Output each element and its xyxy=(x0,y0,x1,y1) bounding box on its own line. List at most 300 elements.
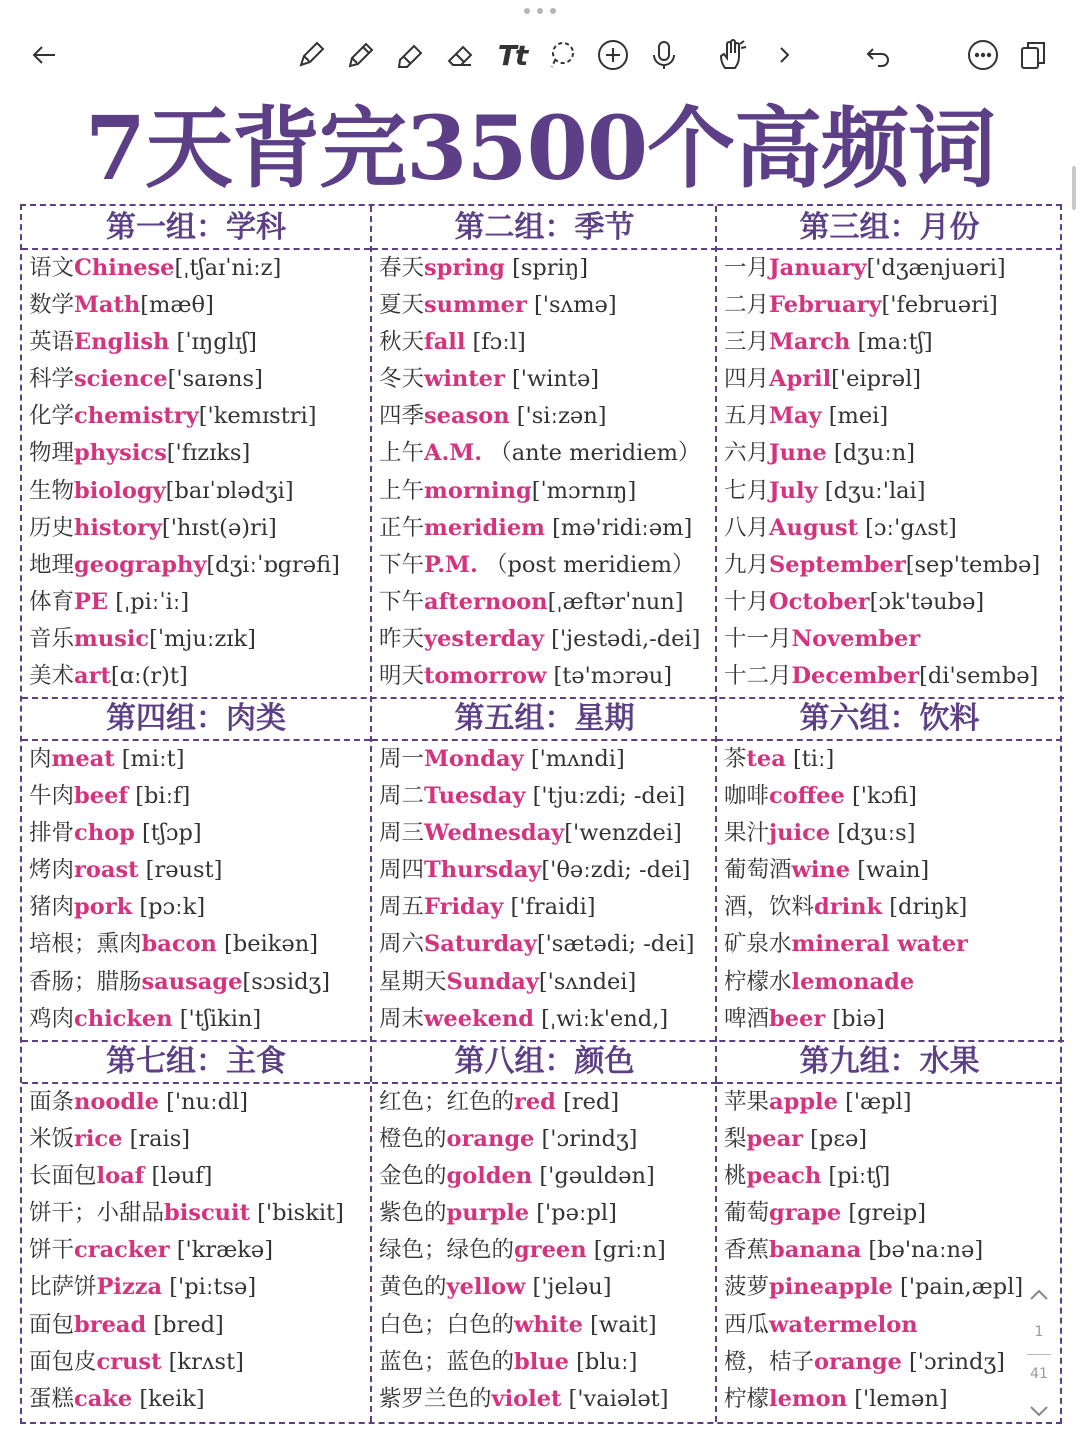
back-arrow-icon[interactable] xyxy=(22,30,66,80)
phonetic: [beikən] xyxy=(216,931,318,958)
vocab-row xyxy=(717,287,1062,324)
more-icon[interactable] xyxy=(961,30,1005,80)
vocab-section xyxy=(22,1040,370,1418)
vocab-row xyxy=(22,1307,370,1344)
chinese-meaning: 音乐 xyxy=(29,625,75,652)
english-word: Thursday xyxy=(424,857,542,884)
phonetic: [mei] xyxy=(821,403,889,430)
microphone-icon[interactable] xyxy=(642,30,686,80)
chinese-meaning: 历史 xyxy=(29,514,75,541)
phonetic: ['vaiələt] xyxy=(561,1385,669,1412)
vocab-row xyxy=(372,778,717,815)
english-word: geography xyxy=(74,551,207,578)
vocab-row xyxy=(717,1001,1062,1038)
current-page: 1 xyxy=(1034,1324,1044,1340)
chinese-meaning: 排骨 xyxy=(29,820,75,847)
pencil-icon[interactable] xyxy=(338,30,382,80)
vocab-row xyxy=(22,852,370,889)
vocab-row xyxy=(717,547,1062,584)
highlighter-icon[interactable] xyxy=(388,30,432,80)
english-word: beer xyxy=(769,1005,826,1032)
vocab-row xyxy=(22,1344,370,1381)
chevron-down-icon[interactable] xyxy=(1018,1396,1060,1426)
chinese-meaning: 明天 xyxy=(379,663,425,690)
vocab-row xyxy=(22,287,370,324)
chinese-meaning: 周二 xyxy=(379,783,425,810)
phonetic: ['fɪzɪks] xyxy=(166,440,251,467)
total-pages: 41 xyxy=(1030,1366,1048,1382)
chinese-meaning: 生物 xyxy=(29,477,75,504)
vocab-section xyxy=(372,697,717,1038)
chinese-meaning: 地理 xyxy=(29,551,75,578)
vocab-row xyxy=(372,1232,717,1269)
chinese-meaning: 周一 xyxy=(379,746,425,772)
english-word: physics xyxy=(74,440,167,467)
drag-handle[interactable] xyxy=(524,8,556,18)
phonetic: ['jestədi,-dei] xyxy=(544,625,701,652)
english-word: winter xyxy=(424,366,505,393)
chinese-meaning: 上午 xyxy=(379,477,425,504)
vocab-row xyxy=(372,1158,717,1195)
phonetic: [bluː] xyxy=(568,1348,638,1375)
chinese-meaning: 柠檬水 xyxy=(724,968,792,995)
phonetic: ['ɔrindʒ] xyxy=(534,1126,638,1153)
english-word: Chinese xyxy=(74,255,175,281)
english-word: beef xyxy=(74,783,129,810)
phonetic: [driŋk] xyxy=(882,894,968,921)
phonetic: [ˌtʃaɪˈniːz] xyxy=(174,255,282,281)
english-word: morning xyxy=(424,477,532,504)
english-word: science xyxy=(74,366,168,393)
chinese-meaning: 香肠；腊肠 xyxy=(29,968,142,995)
vocab-row xyxy=(22,778,370,815)
section-title: 第九组：水果 xyxy=(717,1040,1062,1084)
phonetic: [pɛə] xyxy=(803,1126,868,1153)
english-word: fall xyxy=(424,329,466,356)
vocab-row xyxy=(372,889,717,926)
chinese-meaning: 周五 xyxy=(379,894,425,921)
chinese-meaning: 葡萄酒 xyxy=(724,857,792,884)
english-word: watermelon xyxy=(769,1311,918,1338)
phonetic: ['jeləu] xyxy=(525,1274,612,1301)
english-word: rice xyxy=(74,1126,123,1153)
vocab-row xyxy=(22,250,370,287)
vocab-row xyxy=(372,741,717,778)
vocab-row xyxy=(22,1232,370,1269)
chinese-meaning: 秋天 xyxy=(379,329,425,356)
phonetic: [greip] xyxy=(841,1200,927,1227)
vocab-section xyxy=(372,1040,717,1418)
chinese-meaning: 面包皮 xyxy=(29,1348,97,1375)
phonetic: ['nuːdl] xyxy=(158,1089,249,1115)
vocab-row xyxy=(372,473,717,510)
phonetic: [di'sembə] xyxy=(919,663,1039,690)
english-word: violet xyxy=(491,1385,562,1412)
vocab-row xyxy=(372,435,717,472)
chinese-meaning: 二月 xyxy=(724,292,770,319)
vocab-row xyxy=(717,889,1062,926)
vocab-row xyxy=(717,1232,1062,1269)
phonetic: [tə'mɔrəu] xyxy=(546,663,673,690)
chinese-meaning: 四月 xyxy=(724,366,770,393)
english-word: blue xyxy=(514,1348,569,1375)
undo-icon[interactable] xyxy=(856,30,900,80)
english-word: meat xyxy=(51,746,115,772)
vocab-row xyxy=(717,1307,1062,1344)
hand-gesture-icon[interactable] xyxy=(710,30,754,80)
vocab-row xyxy=(22,510,370,547)
chinese-meaning: 一月 xyxy=(724,255,770,281)
vocab-row xyxy=(22,361,370,398)
vocab-row xyxy=(22,926,370,963)
english-word: chicken xyxy=(74,1005,173,1032)
english-word: cake xyxy=(74,1385,133,1412)
english-word: tea xyxy=(746,746,786,772)
english-word: golden xyxy=(446,1163,533,1190)
phonetic: [griːn] xyxy=(586,1237,666,1264)
vocab-row xyxy=(372,361,717,398)
english-word: grape xyxy=(769,1200,842,1227)
chevron-right-icon[interactable] xyxy=(762,30,806,80)
chinese-meaning: 物理 xyxy=(29,440,75,467)
phonetic: [wait] xyxy=(583,1311,657,1338)
phonetic: ['pəːpl] xyxy=(529,1200,617,1227)
english-word: biscuit xyxy=(164,1200,250,1227)
english-word: music xyxy=(74,625,150,652)
vocab-row xyxy=(22,1158,370,1195)
chinese-meaning: 米饭 xyxy=(29,1126,75,1153)
vocab-row xyxy=(372,324,717,361)
chinese-meaning: 春天 xyxy=(379,255,425,281)
chinese-meaning: 七月 xyxy=(724,477,770,504)
vocabulary-grid xyxy=(20,204,1062,1424)
english-word: Math xyxy=(74,292,141,319)
phonetic: （ante meridiem） xyxy=(482,440,701,467)
vocab-row xyxy=(22,1001,370,1038)
vocab-row xyxy=(717,361,1062,398)
chinese-meaning: 美术 xyxy=(29,663,75,690)
english-word: weekend xyxy=(424,1005,535,1032)
english-word: August xyxy=(769,514,858,541)
lasso-icon[interactable] xyxy=(540,30,584,80)
chinese-meaning: 酒，饮料 xyxy=(724,894,815,921)
english-word: bacon xyxy=(141,931,217,958)
chinese-meaning: 星期天 xyxy=(379,968,447,995)
vocab-row xyxy=(717,926,1062,963)
phonetic: ['tʃikin] xyxy=(172,1005,262,1032)
text-tool-label: Tt xyxy=(497,38,527,72)
phonetic: [biə] xyxy=(825,1005,885,1032)
phonetic: ['pain,æpl] xyxy=(892,1274,1024,1301)
phonetic: [baɪˈɒlədʒi] xyxy=(165,477,294,504)
chinese-meaning: 三月 xyxy=(724,329,770,356)
phonetic: [ˈɪŋglɪʃ] xyxy=(169,329,257,356)
chinese-meaning: 橙，桔子 xyxy=(724,1348,815,1375)
chinese-meaning: 四季 xyxy=(379,403,425,430)
chinese-meaning: 桃 xyxy=(724,1163,747,1190)
chinese-meaning: 饼干；小甜品 xyxy=(29,1200,165,1227)
vocab-row xyxy=(22,741,370,778)
vocab-row xyxy=(717,510,1062,547)
phonetic: [ləuf] xyxy=(144,1163,213,1190)
phonetic: [maːtʃ] xyxy=(850,329,933,356)
scrollbar-thumb[interactable] xyxy=(1072,166,1076,210)
phonetic: [rais] xyxy=(122,1126,191,1153)
vocab-row xyxy=(717,324,1062,361)
chinese-meaning: 九月 xyxy=(724,551,770,578)
phonetic: [keik] xyxy=(132,1385,205,1412)
english-word: coffee xyxy=(769,783,845,810)
english-word: Monday xyxy=(424,746,524,772)
vocab-row xyxy=(22,658,370,695)
chinese-meaning: 葡萄 xyxy=(724,1200,770,1227)
english-word: art xyxy=(74,663,111,690)
chinese-meaning: 周三 xyxy=(379,820,425,847)
phonetic: [ˈmɔrnɪŋ] xyxy=(531,477,637,504)
vocab-row xyxy=(22,815,370,852)
text-tool-icon[interactable] xyxy=(490,30,534,80)
phonetic: [tʃɔp] xyxy=(134,820,202,847)
english-word: pork xyxy=(74,894,133,921)
chinese-meaning: 面条 xyxy=(29,1089,75,1115)
chinese-meaning: 十二月 xyxy=(724,663,792,690)
english-word: September xyxy=(769,551,906,578)
english-word: peach xyxy=(746,1163,822,1190)
chinese-meaning: 饼干 xyxy=(29,1237,75,1264)
phonetic: [ˌæftərˈnun] xyxy=(547,588,684,615)
chinese-meaning: 啤酒 xyxy=(724,1005,770,1032)
vocab-row xyxy=(372,1121,717,1158)
chinese-meaning: 菠萝 xyxy=(724,1274,770,1301)
vocab-row xyxy=(22,1195,370,1232)
phonetic: ['sʌndei] xyxy=(538,968,637,995)
chinese-meaning: 绿色；绿色的 xyxy=(379,1237,515,1264)
phonetic: ['θəːzdi; -dei] xyxy=(541,857,691,884)
phonetic: ['gəuldən] xyxy=(532,1163,655,1190)
phonetic: ['krækə] xyxy=(169,1237,273,1264)
phonetic: ['tjuːzdi; -dei] xyxy=(525,783,686,810)
vocab-row xyxy=(717,473,1062,510)
chinese-meaning: 香蕉 xyxy=(724,1237,770,1264)
phonetic: ['ɔrindʒ] xyxy=(901,1348,1005,1375)
vocab-row xyxy=(372,1344,717,1381)
chinese-meaning: 数学 xyxy=(29,292,75,319)
vocab-row xyxy=(372,510,717,547)
chinese-meaning: 十一月 xyxy=(724,625,792,652)
chinese-meaning: 冬天 xyxy=(379,366,425,393)
section-divider xyxy=(22,697,1064,699)
toolbar xyxy=(0,30,1080,82)
phonetic: [rəust] xyxy=(138,857,223,884)
english-word: Tuesday xyxy=(424,783,526,810)
chinese-meaning: 蓝色；蓝色的 xyxy=(379,1348,515,1375)
english-word: green xyxy=(514,1237,587,1264)
chinese-meaning: 八月 xyxy=(724,514,770,541)
chinese-meaning: 白色；白色的 xyxy=(379,1311,515,1338)
page-divider xyxy=(1027,1354,1051,1355)
english-word: November xyxy=(791,625,921,652)
vocab-row xyxy=(372,1195,717,1232)
english-word: season xyxy=(424,403,510,430)
vocab-row xyxy=(22,889,370,926)
english-word: March xyxy=(769,329,851,356)
vocab-row xyxy=(372,964,717,1001)
section-title: 第一组：学科 xyxy=(22,206,370,250)
vocab-row xyxy=(22,1121,370,1158)
pages-icon[interactable] xyxy=(1011,30,1055,80)
vocab-row xyxy=(372,1084,717,1121)
column xyxy=(715,206,1062,1422)
phonetic: [miːt] xyxy=(114,746,185,772)
phonetic: [sep'tembə] xyxy=(905,551,1041,578)
vocab-row xyxy=(717,1381,1062,1418)
section-title: 第七组：主食 xyxy=(22,1040,370,1084)
english-word: yesterday xyxy=(424,625,545,652)
english-word: January xyxy=(769,255,867,281)
phonetic: [mə'ridiːəm] xyxy=(544,514,693,541)
pen-icon[interactable] xyxy=(288,30,332,80)
vocab-row xyxy=(22,584,370,621)
vocab-row xyxy=(717,584,1062,621)
vocab-row xyxy=(717,398,1062,435)
english-word: crust xyxy=(96,1348,162,1375)
vocab-row xyxy=(372,1307,717,1344)
english-word: June xyxy=(769,440,827,467)
chinese-meaning: 英语 xyxy=(29,329,75,356)
phonetic: [dʒuːn] xyxy=(826,440,916,467)
english-word: July xyxy=(769,477,818,504)
english-word: Friday xyxy=(424,894,504,921)
english-word: apple xyxy=(769,1089,838,1115)
vocab-row xyxy=(717,1195,1062,1232)
english-word: chop xyxy=(74,820,135,847)
vocab-row xyxy=(372,398,717,435)
vocab-row xyxy=(717,852,1062,889)
vocab-row xyxy=(372,584,717,621)
chinese-meaning: 梨 xyxy=(724,1126,747,1153)
vocab-row xyxy=(22,398,370,435)
vocab-row xyxy=(22,621,370,658)
english-word: English xyxy=(74,329,170,356)
phonetic: [red] xyxy=(555,1089,620,1115)
chinese-meaning: 西瓜 xyxy=(724,1311,770,1338)
eraser-icon[interactable] xyxy=(438,30,482,80)
chinese-meaning: 比萨饼 xyxy=(29,1274,97,1301)
vocab-row xyxy=(372,658,717,695)
phonetic: [dʒiːˈɒgrəfi] xyxy=(206,551,340,578)
vocab-row xyxy=(717,1344,1062,1381)
phonetic: ['kɔfi] xyxy=(844,783,917,810)
chevron-up-icon[interactable] xyxy=(1018,1280,1060,1310)
english-word: Pizza xyxy=(96,1274,163,1301)
phonetic: [spriŋ] xyxy=(504,255,589,281)
english-word: bread xyxy=(74,1311,147,1338)
english-word: afternoon xyxy=(424,588,548,615)
english-word: noodle xyxy=(74,1089,159,1115)
phonetic: [sɔsidʒ] xyxy=(242,968,330,995)
english-word: lemonade xyxy=(791,968,915,995)
page-title: 7天背完3500个高频词 xyxy=(84,96,996,200)
chinese-meaning: 紫色的 xyxy=(379,1200,447,1227)
english-word: wine xyxy=(791,857,851,884)
english-word: Saturday xyxy=(424,931,537,958)
chinese-meaning: 面包 xyxy=(29,1311,75,1338)
column xyxy=(22,206,370,1422)
phonetic: ['lemən] xyxy=(847,1385,948,1412)
phonetic: [ˌwiːk'end,] xyxy=(534,1005,669,1032)
phonetic: [mæθ] xyxy=(140,292,214,319)
vocab-row xyxy=(372,1001,717,1038)
english-word: February xyxy=(769,292,882,319)
section-title: 第六组：饮料 xyxy=(717,697,1062,741)
english-word: pineapple xyxy=(769,1274,893,1301)
chinese-meaning: 茶 xyxy=(724,746,747,772)
phonetic: ['hɪst(ə)ri] xyxy=(161,514,277,541)
english-word: purple xyxy=(446,1200,530,1227)
chinese-meaning: 周末 xyxy=(379,1005,425,1032)
chinese-meaning: 鸡肉 xyxy=(29,1005,75,1032)
vocab-row xyxy=(372,815,717,852)
vocab-row xyxy=(717,815,1062,852)
english-word: red xyxy=(514,1089,556,1115)
vocab-row xyxy=(717,1269,1062,1306)
vocab-row xyxy=(372,1269,717,1306)
chinese-meaning: 五月 xyxy=(724,403,770,430)
english-word: summer xyxy=(424,292,527,319)
vocab-section xyxy=(717,206,1062,695)
vocab-row xyxy=(372,621,717,658)
add-icon[interactable] xyxy=(591,30,635,80)
phonetic: ['fraidi] xyxy=(503,894,596,921)
phonetic: ['sʌmə] xyxy=(526,292,617,319)
vocab-row xyxy=(22,964,370,1001)
vocab-row xyxy=(22,1381,370,1418)
english-word: pear xyxy=(746,1126,803,1153)
phonetic: [krʌst] xyxy=(161,1348,244,1375)
phonetic: [bred] xyxy=(146,1311,224,1338)
chinese-meaning: 正午 xyxy=(379,514,425,541)
english-word: roast xyxy=(74,857,139,884)
vocab-row xyxy=(372,287,717,324)
phonetic: [piːtʃ] xyxy=(821,1163,891,1190)
english-word: spring xyxy=(424,255,505,281)
section-title: 第二组：季节 xyxy=(372,206,717,250)
vocab-section xyxy=(22,206,370,695)
chinese-meaning: 黄色的 xyxy=(379,1274,447,1301)
phonetic: [ˌpiːˈiː] xyxy=(108,588,190,615)
chinese-meaning: 橙色的 xyxy=(379,1126,447,1153)
phonetic: ['æpl] xyxy=(837,1089,912,1115)
english-word: biology xyxy=(74,477,166,504)
phonetic: [dʒuːs] xyxy=(830,820,916,847)
english-word: PE xyxy=(74,588,109,615)
phonetic: [ɔk'təubə] xyxy=(869,588,985,615)
english-word: lemon xyxy=(769,1385,848,1412)
chinese-meaning: 六月 xyxy=(724,440,770,467)
chinese-meaning: 十月 xyxy=(724,588,770,615)
chinese-meaning: 猪肉 xyxy=(29,894,75,921)
chinese-meaning: 牛肉 xyxy=(29,783,75,810)
phonetic: [fɔːl] xyxy=(465,329,526,356)
chinese-meaning: 红色；红色的 xyxy=(379,1089,515,1115)
phonetic: ['saɪəns] xyxy=(167,366,263,393)
vocab-row xyxy=(717,1084,1062,1121)
chinese-meaning: 周六 xyxy=(379,931,425,958)
vocab-row xyxy=(717,1121,1062,1158)
english-word: December xyxy=(791,663,920,690)
phonetic: ['februəri] xyxy=(881,292,998,319)
section-title: 第三组：月份 xyxy=(717,206,1062,250)
